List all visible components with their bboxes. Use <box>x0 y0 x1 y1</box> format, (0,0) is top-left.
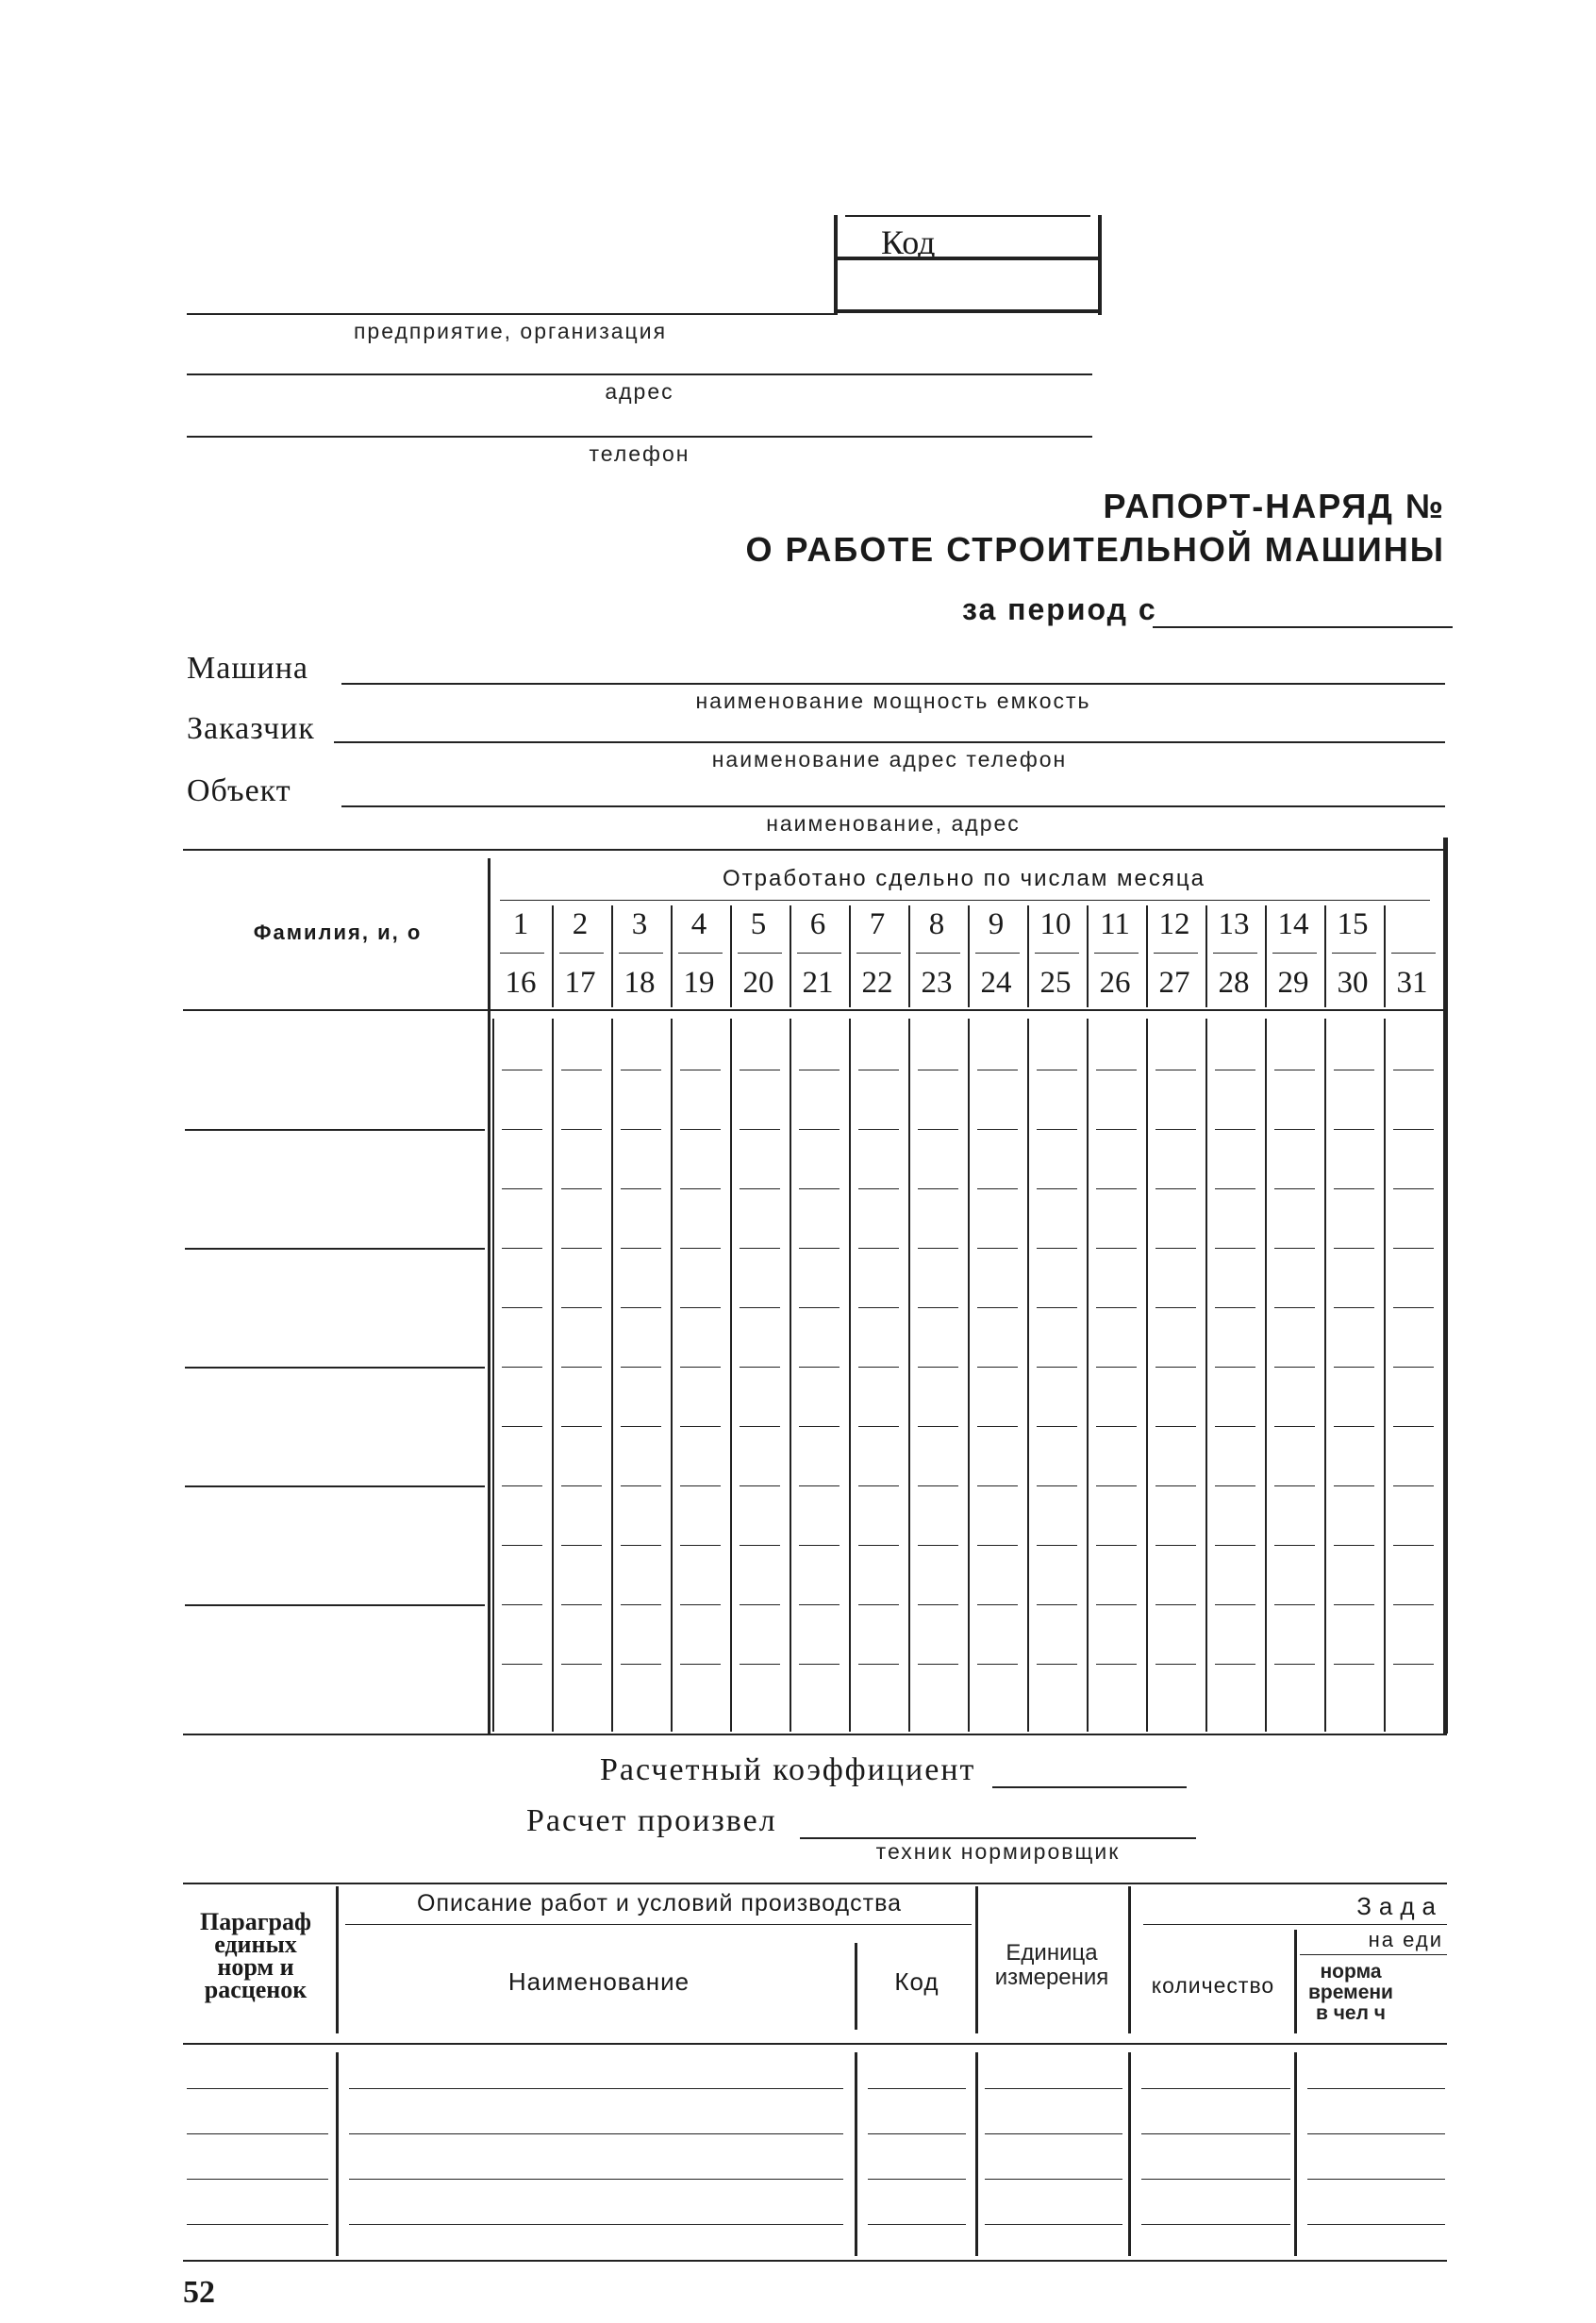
machine-caption: наименование мощность емкость <box>695 689 1091 713</box>
phone-caption: телефон <box>589 441 690 466</box>
day-number: 1 <box>512 907 529 941</box>
day-number: 4 <box>690 907 707 941</box>
time-norm-header: норма времени в чел ч <box>1308 1961 1393 2024</box>
day-number: 15 <box>1337 907 1369 941</box>
machine-label: Машина <box>187 651 308 686</box>
description-header: Описание работ и условий производства <box>417 1890 902 1916</box>
day-number: 14 <box>1277 907 1309 941</box>
day-number: 27 <box>1158 966 1190 1000</box>
day-number: 3 <box>631 907 648 941</box>
day-number: 30 <box>1337 966 1369 1000</box>
day-number: 31 <box>1396 966 1428 1000</box>
unit-header: Единица измерения <box>994 1940 1109 1990</box>
day-number: 22 <box>861 966 893 1000</box>
paragraph-header: Параграф единых норм и расценок <box>200 1908 311 2003</box>
day-number: 2 <box>572 907 589 941</box>
name-header: Фамилия, и, о <box>253 921 423 944</box>
coef-label: Расчетный коэффициент <box>600 1752 976 1787</box>
day-number: 28 <box>1218 966 1250 1000</box>
day-number: 19 <box>683 966 715 1000</box>
code-label: Код <box>881 224 936 261</box>
day-number: 29 <box>1277 966 1309 1000</box>
day-number: 7 <box>869 907 886 941</box>
day-number: 10 <box>1039 907 1072 941</box>
per-unit-header: на еди <box>1368 1928 1443 1951</box>
made-by-label: Расчет произвел <box>526 1803 777 1838</box>
day-number: 25 <box>1039 966 1072 1000</box>
day-number: 20 <box>742 966 774 1000</box>
object-label: Объект <box>187 773 291 808</box>
day-number: 17 <box>564 966 596 1000</box>
day-number: 5 <box>750 907 767 941</box>
customer-caption: наименование адрес телефон <box>711 747 1068 772</box>
day-number: 16 <box>505 966 537 1000</box>
address-caption: адрес <box>605 379 674 404</box>
day-number: 6 <box>809 907 826 941</box>
day-number: 23 <box>921 966 953 1000</box>
day-number: 21 <box>802 966 834 1000</box>
code-col-header: Код <box>894 1967 939 1996</box>
worked-header: Отработано сдельно по числам месяца <box>723 866 1205 891</box>
day-number: 9 <box>988 907 1005 941</box>
made-by-caption: техник нормировщик <box>875 1839 1121 1864</box>
day-number: 18 <box>623 966 656 1000</box>
day-number: 11 <box>1100 907 1130 941</box>
page-number: 52 <box>183 2275 215 2310</box>
form-title: РАПОРТ-НАРЯД № <box>1103 487 1445 525</box>
form-subtitle: О РАБОТЕ СТРОИТЕЛЬНОЙ МАШИНЫ <box>745 530 1445 569</box>
period-label: за период с <box>962 592 1157 626</box>
day-number: 13 <box>1218 907 1250 941</box>
day-number: 8 <box>928 907 945 941</box>
org-caption: предприятие, организация <box>353 319 668 343</box>
quantity-header: количество <box>1151 1973 1275 1998</box>
customer-label: Заказчик <box>187 711 315 746</box>
day-number: 12 <box>1158 907 1190 941</box>
day-number: 26 <box>1099 966 1131 1000</box>
task-header: Зада <box>1356 1892 1443 1920</box>
day-number: 24 <box>980 966 1012 1000</box>
name-col-header: Наименование <box>507 1967 690 1996</box>
object-caption: наименование, адрес <box>766 811 1021 836</box>
